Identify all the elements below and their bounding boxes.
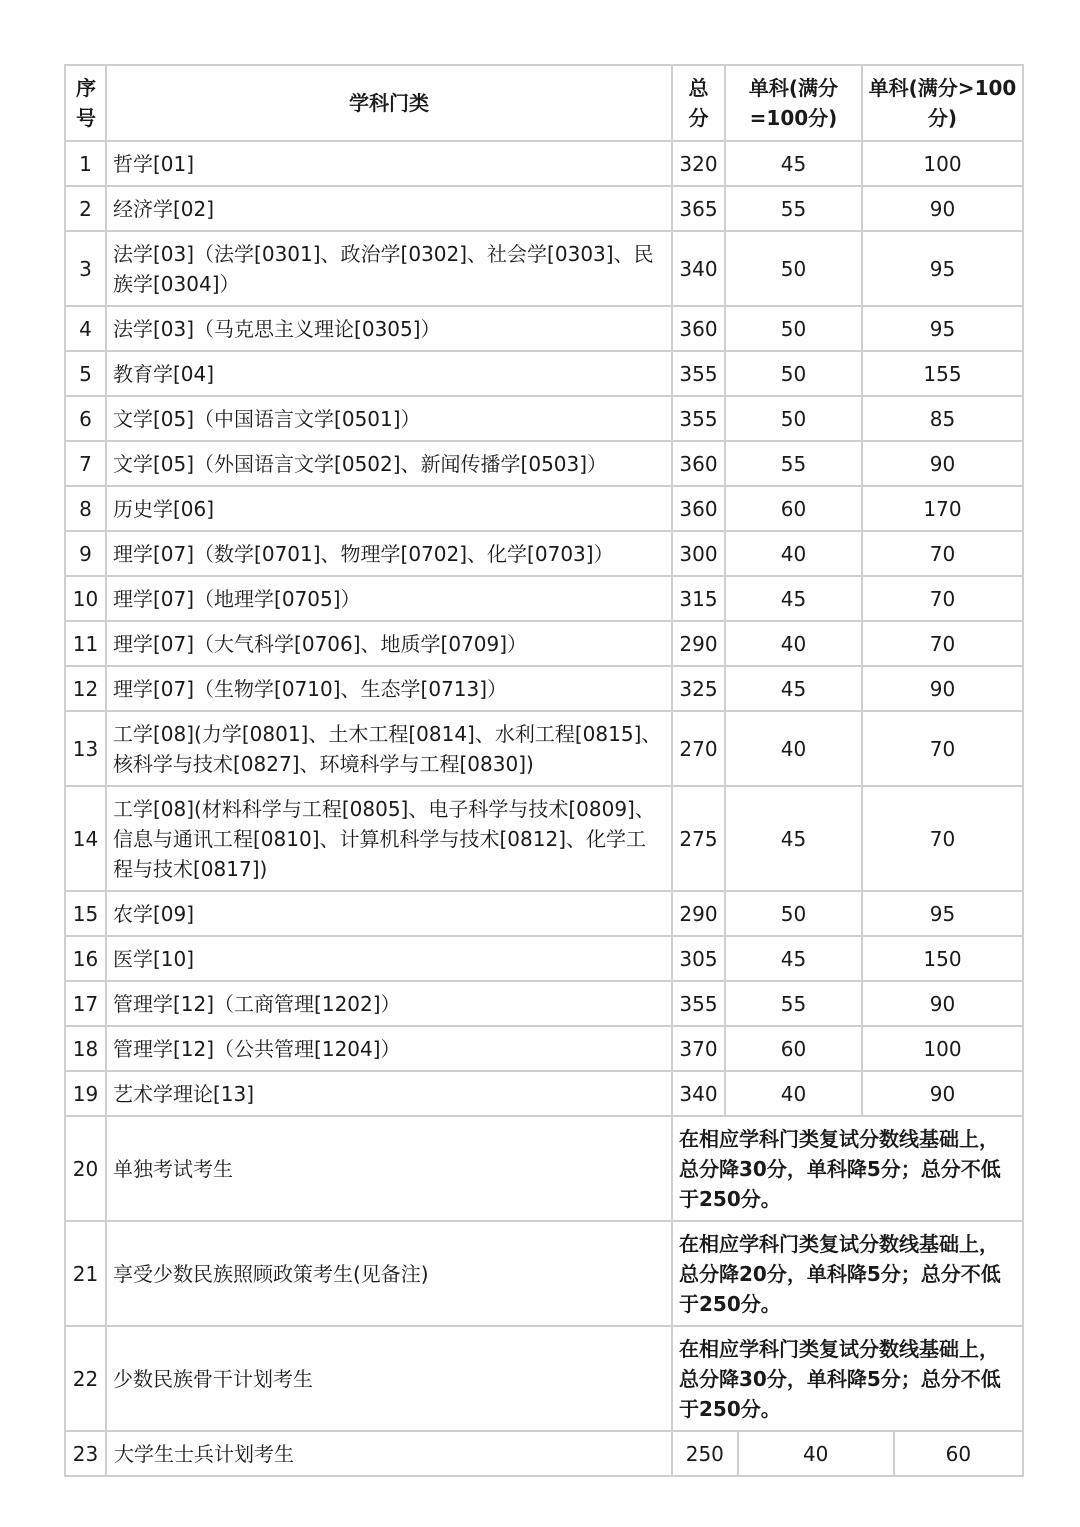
row-single-100: 45 bbox=[725, 666, 862, 711]
row-total: 360 bbox=[672, 306, 725, 351]
row-single-gt100: 155 bbox=[862, 351, 1023, 396]
table-row bbox=[65, 666, 1023, 711]
row-category: 文学[05]（外国语言文学[0502]、新闻传播学[0503]） bbox=[106, 441, 672, 486]
row-total: 290 bbox=[672, 891, 725, 936]
table-row bbox=[65, 1071, 1023, 1116]
row-single-gt100: 70 bbox=[862, 531, 1023, 576]
row-total: 340 bbox=[672, 1071, 725, 1116]
row-total: 305 bbox=[672, 936, 725, 981]
table-row bbox=[65, 576, 1023, 621]
row-single-gt100: 90 bbox=[862, 981, 1023, 1026]
row-single-100: 40 bbox=[725, 531, 862, 576]
row-category: 农学[09] bbox=[106, 891, 672, 936]
row-number: 13 bbox=[65, 711, 106, 786]
row-category: 法学[03]（马克思主义理论[0305]） bbox=[106, 306, 672, 351]
row-single-100: 60 bbox=[725, 486, 862, 531]
row-category: 理学[07]（地理学[0705]） bbox=[106, 576, 672, 621]
row-total: 355 bbox=[672, 396, 725, 441]
table-row bbox=[65, 711, 1023, 786]
row-single-gt100: 60 bbox=[893, 1432, 1022, 1475]
row-number: 6 bbox=[65, 396, 106, 441]
row-total: 360 bbox=[672, 441, 725, 486]
row-single-gt100: 170 bbox=[862, 486, 1023, 531]
table-row bbox=[65, 141, 1023, 186]
row-number: 15 bbox=[65, 891, 106, 936]
row-single-100: 45 bbox=[725, 936, 862, 981]
row-category: 哲学[01] bbox=[106, 141, 672, 186]
row-number: 19 bbox=[65, 1071, 106, 1116]
row-category: 单独考试考生 bbox=[106, 1116, 672, 1221]
row-category: 艺术学理论[13] bbox=[106, 1071, 672, 1116]
row-single-100: 50 bbox=[725, 891, 862, 936]
row-single-100: 50 bbox=[725, 351, 862, 396]
row-single-100: 50 bbox=[725, 396, 862, 441]
header-category: 学科门类 bbox=[106, 65, 672, 141]
row-category: 管理学[12]（公共管理[1204]） bbox=[106, 1026, 672, 1071]
row-single-100: 40 bbox=[725, 711, 862, 786]
header-total: 总分 bbox=[672, 65, 725, 141]
table-row bbox=[65, 786, 1023, 891]
row-category: 工学[08](材料科学与工程[0805]、电子科学与技术[0809]、信息与通讯工程[0810]、计算机科学与技术[0812]、化学工程与技术[0817]) bbox=[106, 786, 672, 891]
row-total: 320 bbox=[672, 141, 725, 186]
table-row bbox=[65, 1326, 1023, 1431]
row-number: 12 bbox=[65, 666, 106, 711]
table-row bbox=[65, 1116, 1023, 1221]
table-row bbox=[65, 306, 1023, 351]
row-note: 在相应学科门类复试分数线基础上，总分降30分，单科降5分；总分不低于250分。 bbox=[672, 1116, 1023, 1221]
table-row bbox=[65, 891, 1023, 936]
row-category: 法学[03]（法学[0301]、政治学[0302]、社会学[0303]、民族学[0304]） bbox=[106, 231, 672, 306]
header-single-gt100: 单科(满分>100分) bbox=[862, 65, 1023, 141]
row-number: 17 bbox=[65, 981, 106, 1026]
row-category: 医学[10] bbox=[106, 936, 672, 981]
row-total: 250 bbox=[685, 1441, 724, 1466]
row-single-gt100: 70 bbox=[862, 576, 1023, 621]
row-single-gt100: 70 bbox=[862, 786, 1023, 891]
row-total: 340 bbox=[672, 231, 725, 306]
row-number: 8 bbox=[65, 486, 106, 531]
table-row bbox=[65, 531, 1023, 576]
row-single-100: 40 bbox=[725, 621, 862, 666]
row-split-cell bbox=[672, 1431, 1023, 1476]
row-single-gt100: 95 bbox=[862, 306, 1023, 351]
row-total: 275 bbox=[672, 786, 725, 891]
row-single-100: 45 bbox=[725, 576, 862, 621]
row-single-gt100: 100 bbox=[862, 1026, 1023, 1071]
row-number: 10 bbox=[65, 576, 106, 621]
table-row bbox=[65, 231, 1023, 306]
row-total: 370 bbox=[672, 1026, 725, 1071]
row-total: 300 bbox=[672, 531, 725, 576]
header-seq: 序号 bbox=[65, 65, 106, 141]
row-number: 9 bbox=[65, 531, 106, 576]
table-row bbox=[65, 1026, 1023, 1071]
row-number: 11 bbox=[65, 621, 106, 666]
row-single-100: 45 bbox=[725, 786, 862, 891]
table-row bbox=[65, 486, 1023, 531]
row-number: 14 bbox=[65, 786, 106, 891]
row-single-gt100: 100 bbox=[862, 141, 1023, 186]
row-single-100: 50 bbox=[725, 306, 862, 351]
row-category: 文学[05]（中国语言文学[0501]） bbox=[106, 396, 672, 441]
row-single-gt100: 90 bbox=[862, 666, 1023, 711]
row-category: 享受少数民族照顾政策考生(见备注) bbox=[106, 1221, 672, 1326]
row-single-100: 40 bbox=[737, 1432, 893, 1475]
table-row bbox=[65, 351, 1023, 396]
table-row bbox=[65, 396, 1023, 441]
row-category: 理学[07]（数学[0701]、物理学[0702]、化学[0703]） bbox=[106, 531, 672, 576]
row-single-100: 45 bbox=[725, 141, 862, 186]
row-single-gt100: 95 bbox=[862, 891, 1023, 936]
row-total: 360 bbox=[672, 486, 725, 531]
row-number: 1 bbox=[65, 141, 106, 186]
row-single-100: 55 bbox=[725, 981, 862, 1026]
row-category: 工学[08](力学[0801]、土木工程[0814]、水利工程[0815]、核科学与技术[0827]、环境科学与工程[0830]) bbox=[106, 711, 672, 786]
table-row bbox=[65, 186, 1023, 231]
row-single-100: 50 bbox=[725, 231, 862, 306]
row-category: 大学生士兵计划考生 bbox=[106, 1431, 672, 1476]
row-single-gt100: 95 bbox=[862, 231, 1023, 306]
row-number: 3 bbox=[65, 231, 106, 306]
row-total: 315 bbox=[672, 576, 725, 621]
table-row bbox=[65, 441, 1023, 486]
row-total: 270 bbox=[672, 711, 725, 786]
row-single-100: 60 bbox=[725, 1026, 862, 1071]
row-number: 22 bbox=[65, 1326, 106, 1431]
row-single-100: 55 bbox=[725, 186, 862, 231]
row-total: 290 bbox=[672, 621, 725, 666]
row-number: 5 bbox=[65, 351, 106, 396]
row-total: 355 bbox=[672, 351, 725, 396]
row-category: 经济学[02] bbox=[106, 186, 672, 231]
row-category: 少数民族骨干计划考生 bbox=[106, 1326, 672, 1431]
row-single-gt100: 70 bbox=[862, 711, 1023, 786]
row-single-gt100: 90 bbox=[862, 186, 1023, 231]
row-single-100: 40 bbox=[725, 1071, 862, 1116]
row-total: 365 bbox=[672, 186, 725, 231]
table-row bbox=[65, 1221, 1023, 1326]
row-number: 16 bbox=[65, 936, 106, 981]
row-single-gt100: 90 bbox=[862, 441, 1023, 486]
row-single-gt100: 90 bbox=[862, 1071, 1023, 1116]
row-total: 325 bbox=[672, 666, 725, 711]
row-category: 历史学[06] bbox=[106, 486, 672, 531]
row-number: 2 bbox=[65, 186, 106, 231]
score-table bbox=[64, 64, 1024, 1477]
row-number: 18 bbox=[65, 1026, 106, 1071]
row-number: 7 bbox=[65, 441, 106, 486]
row-number: 21 bbox=[65, 1221, 106, 1326]
row-number: 23 bbox=[65, 1431, 106, 1476]
row-single-gt100: 150 bbox=[862, 936, 1023, 981]
row-single-100: 55 bbox=[725, 441, 862, 486]
header-single-100: 单科(满分=100分) bbox=[725, 65, 862, 141]
table-row bbox=[65, 936, 1023, 981]
header-row bbox=[65, 65, 1023, 141]
row-total: 355 bbox=[672, 981, 725, 1026]
split-values bbox=[673, 1432, 1022, 1475]
row-category: 理学[07]（生物学[0710]、生态学[0713]） bbox=[106, 666, 672, 711]
table-row bbox=[65, 621, 1023, 666]
row-category: 管理学[12]（工商管理[1202]） bbox=[106, 981, 672, 1026]
table-row bbox=[65, 981, 1023, 1026]
table-row bbox=[65, 1431, 1023, 1476]
row-single-gt100: 70 bbox=[862, 621, 1023, 666]
row-number: 4 bbox=[65, 306, 106, 351]
row-category: 教育学[04] bbox=[106, 351, 672, 396]
row-number: 20 bbox=[65, 1116, 106, 1221]
row-single-gt100: 85 bbox=[862, 396, 1023, 441]
row-note: 在相应学科门类复试分数线基础上，总分降30分，单科降5分；总分不低于250分。 bbox=[672, 1326, 1023, 1431]
row-category: 理学[07]（大气科学[0706]、地质学[0709]） bbox=[106, 621, 672, 666]
row-note: 在相应学科门类复试分数线基础上，总分降20分，单科降5分；总分不低于250分。 bbox=[672, 1221, 1023, 1326]
